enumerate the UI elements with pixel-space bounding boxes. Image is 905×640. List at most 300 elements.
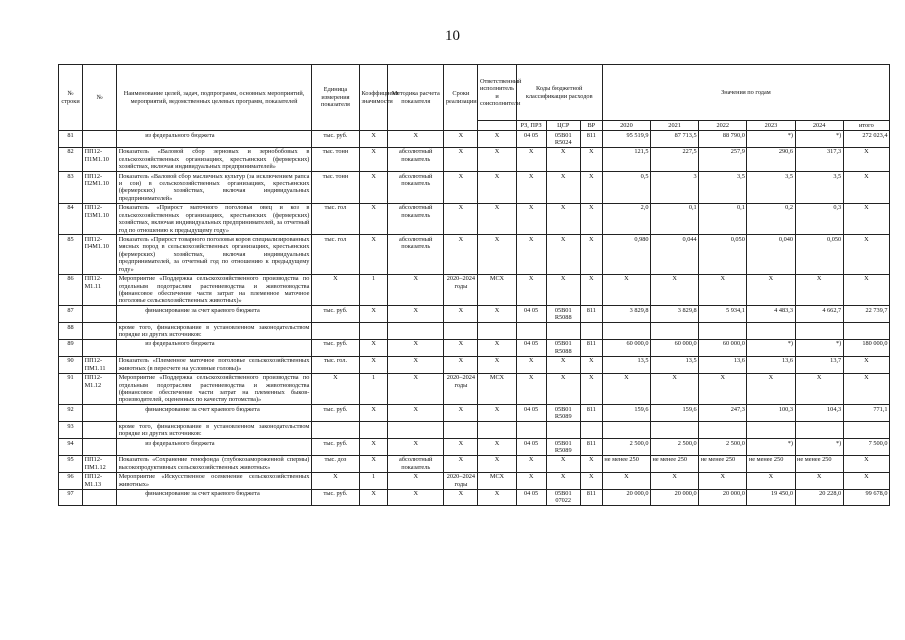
row-resp: X [478,306,516,323]
row-value-2020 [602,422,650,439]
row-rz-prz: X [516,172,546,204]
row-value-2021: 87 713,5 [651,131,699,148]
table-row [59,373,890,405]
row-name: Показатель «Валовой сбор зерновых и зернобобовых в сельскохозяйственных организациях, крестьянских (фермерских) хозяйствах, включая индивидуальных предпринимателей» [118,148,310,171]
row-method: X [388,274,444,306]
row-vr [580,323,602,340]
row-code: ПП12-П4М1.10 [83,235,117,274]
row-value-2022 [699,422,747,439]
row-number: 81 [59,131,83,148]
row-csr: X [546,203,580,235]
row-code [83,323,117,340]
row-code [83,339,117,356]
row-unit: тыс. руб. [311,439,359,456]
row-vr: X [580,472,602,489]
row-term: X [444,339,478,356]
row-vr: X [580,235,602,274]
table-row [59,339,890,356]
row-unit: тыс. гол. [311,356,359,373]
row-value-2020: 60 000,0 [602,339,650,356]
row-total: 7 500,0 [843,439,889,456]
row-term: 2020–2024 годы [444,472,478,489]
table-row [59,489,890,506]
table-row [59,274,890,306]
row-value-2022: 88 790,0 [699,131,747,148]
row-csr: X [546,472,580,489]
header-method: Методика расчета показателя [388,65,444,131]
header-rz-prz: РЗ, ПРЗ [516,121,546,131]
row-value-2023: 100,3 [747,405,795,422]
row-value-2024: *) [795,131,843,148]
row-rz-prz: X [516,373,546,405]
row-value-2024: 104,3 [795,405,843,422]
row-rz-prz: 04 05 [516,131,546,148]
row-value-2022: не менее 250 [699,455,747,472]
row-csr: 05В01 07022 [546,489,580,506]
row-coef: 1 [360,373,388,405]
row-value-2023: *) [747,439,795,456]
row-number: 90 [59,356,83,373]
row-value-2023: 13,6 [747,356,795,373]
row-value-2024: 4 662,7 [795,306,843,323]
row-total: 272 023,4 [843,131,889,148]
row-value-2023: X [747,472,795,489]
row-number: 93 [59,422,83,439]
table-row [59,203,890,235]
row-csr: 05В01 R5088 [546,306,580,323]
row-value-2023: 290,6 [747,147,795,171]
row-total: X [843,373,889,405]
row-csr [546,422,580,439]
row-value-2022 [699,323,747,340]
row-coef: 1 [360,274,388,306]
row-csr: X [546,235,580,274]
row-resp: X [478,405,516,422]
row-coef: X [360,131,388,148]
row-resp: МСХ [478,373,516,405]
row-value-2020: 20 000,0 [602,489,650,506]
row-vr: X [580,274,602,306]
row-method: X [388,472,444,489]
row-total: 180 000,0 [843,339,889,356]
row-csr: X [546,274,580,306]
header-budget-codes: Коды бюджетной классификации расходов [516,65,602,121]
row-value-2023: 3,5 [747,172,795,204]
row-code: ПП12-П1М1.10 [83,147,117,171]
row-rz-prz: 04 05 [516,306,546,323]
row-number: 82 [59,147,83,171]
row-value-2022: 2 500,0 [699,439,747,456]
row-vr: X [580,373,602,405]
row-unit: тыс. руб. [311,306,359,323]
row-value-2020: X [602,373,650,405]
row-method: X [388,405,444,422]
header-total: итого [843,121,889,131]
row-vr [580,422,602,439]
row-coef: X [360,172,388,204]
row-value-2024 [795,323,843,340]
row-number: 85 [59,235,83,274]
row-total: X [843,235,889,274]
row-total [843,422,889,439]
row-number: 83 [59,172,83,204]
row-term: X [444,405,478,422]
row-value-2021: 2 500,0 [651,439,699,456]
row-method: X [388,339,444,356]
row-code: ПП12-М1.13 [83,472,117,489]
row-value-2022: 13,6 [699,356,747,373]
row-rz-prz [516,422,546,439]
row-value-2024: не менее 250 [795,455,843,472]
row-vr: 811 [580,339,602,356]
row-value-2024: X [795,373,843,405]
row-vr: X [580,147,602,171]
row-unit: X [311,472,359,489]
row-unit [311,422,359,439]
row-value-2024: 13,7 [795,356,843,373]
row-value-2022: X [699,274,747,306]
header-resp: Ответственный исполнитель и соисполнители [478,65,516,121]
header-code: № [83,65,117,131]
row-vr: X [580,172,602,204]
table-row [59,472,890,489]
row-rz-prz: X [516,203,546,235]
row-value-2020: 121,5 [602,147,650,171]
row-resp: X [478,147,516,171]
row-vr: 811 [580,131,602,148]
row-coef [360,323,388,340]
row-method: X [388,489,444,506]
row-value-2023: не менее 250 [747,455,795,472]
row-code [83,439,117,456]
row-value-2021: X [651,472,699,489]
row-value-2021: 227,5 [651,147,699,171]
row-code [83,405,117,422]
row-csr: X [546,172,580,204]
row-number: 87 [59,306,83,323]
row-coef: X [360,339,388,356]
header-row-no: № строки [59,65,83,131]
row-name: Мероприятие «Поддержка сельскохозяйственного производства по отдельным подотраслям растениеводства и животноводства (финансовое обеспечение части затрат на племенное маточное поголовье сельскохозяйственных животных)» [118,275,310,305]
header-year-2022: 2022 [699,121,747,131]
row-resp: X [478,339,516,356]
row-value-2020 [602,323,650,340]
row-term: X [444,235,478,274]
header-coef: Коэффициент значимости [360,65,388,131]
row-value-2022: 20 000,0 [699,489,747,506]
row-term: X [444,356,478,373]
row-name: Показатель «Валовой сбор масличных культур (за исключением рапса и сои) в сельскохозяйственных организациях, крестьянских (фермерских) хозяйствах, включая индивидуальных предпринимателей» [118,172,310,202]
row-name: Показатель «Сохранение генофонда (глубокозамороженной спермы) высокопродуктивных сельскохозяйственных животных» [118,456,310,471]
row-coef: 1 [360,472,388,489]
row-value-2020: 0,5 [602,172,650,204]
row-value-2022: 257,9 [699,147,747,171]
row-number: 88 [59,323,83,340]
row-value-2021: 3 [651,172,699,204]
row-unit: X [311,274,359,306]
row-total: X [843,472,889,489]
row-value-2022: 0,050 [699,235,747,274]
row-vr: X [580,356,602,373]
row-value-2024: *) [795,339,843,356]
row-csr: 05В01 R5088 [546,339,580,356]
header-year-2024: 2024 [795,121,843,131]
row-code [83,489,117,506]
row-value-2020: 159,6 [602,405,650,422]
header-csr: ЦСР [546,121,580,131]
row-coef: X [360,439,388,456]
row-value-2020: 0,980 [602,235,650,274]
header-year-2021: 2021 [651,121,699,131]
row-code: ПП12-ПМ1.11 [83,356,117,373]
row-number: 96 [59,472,83,489]
row-total: 99 678,0 [843,489,889,506]
row-coef: X [360,455,388,472]
row-coef: X [360,235,388,274]
row-rz-prz: X [516,147,546,171]
header-year-2020: 2020 [602,121,650,131]
row-method: X [388,373,444,405]
row-term: X [444,172,478,204]
row-name: Мероприятие «Искусственное осеменение сельскохозяйственных животных» [118,473,310,488]
row-resp: X [478,203,516,235]
row-name: кроме того, финансирование в установленном законодательством порядке из других источников: [118,422,310,438]
header-name: Наименование целей, задач, подпрограмм, основных мероприятий, мероприятий, ведомственных целевых программ, показателей [117,65,312,131]
row-value-2023: 0,040 [747,235,795,274]
row-value-2020: 2,0 [602,203,650,235]
row-value-2024: 20 228,0 [795,489,843,506]
row-coef: X [360,203,388,235]
row-unit: X [311,373,359,405]
row-unit: тыс. тонн [311,172,359,204]
row-term: X [444,306,478,323]
row-rz-prz: X [516,274,546,306]
row-code: ПП12-М1.11 [83,274,117,306]
table-row [59,323,890,340]
row-value-2023: *) [747,131,795,148]
row-unit: тыс. доз [311,455,359,472]
row-resp: МСХ [478,472,516,489]
row-unit: тыс. руб. [311,131,359,148]
row-coef: X [360,147,388,171]
header-values-by-year: Значения по годам [602,65,889,121]
row-total: X [843,274,889,306]
row-number: 84 [59,203,83,235]
row-term: X [444,489,478,506]
row-term: 2020–2024 годы [444,373,478,405]
row-number: 94 [59,439,83,456]
row-resp: МСХ [478,274,516,306]
row-rz-prz: X [516,356,546,373]
row-value-2021 [651,323,699,340]
row-unit: тыс. руб. [311,339,359,356]
row-name: Показатель «Прирост маточного поголовья овец и коз в сельскохозяйственных организациях, крестьянских (фермерских) хозяйствах, включая индивидуальных предпринимателей, за отчетный год по отношению к предыдущему году» [118,204,310,234]
row-value-2020: не менее 250 [602,455,650,472]
row-value-2021 [651,422,699,439]
row-resp: X [478,131,516,148]
row-value-2024: 0,050 [795,235,843,274]
row-csr: X [546,147,580,171]
row-name: Показатель «Прирост товарного поголовья коров специализированных мясных пород в сельскохозяйственных организациях, крестьянских (фермерских) хозяйствах, включая индивидуальных предпринимателей, за отчетный год по отношению к предыдущему году» [118,235,310,273]
row-vr: 811 [580,439,602,456]
row-name: из федерального бюджета [117,131,312,148]
row-total: X [843,203,889,235]
row-value-2022: X [699,472,747,489]
row-vr: X [580,455,602,472]
row-rz-prz: 04 05 [516,489,546,506]
row-vr: 811 [580,405,602,422]
row-code: ПП12-М1.12 [83,373,117,405]
row-code [83,306,117,323]
table-row [59,422,890,439]
row-name: кроме того, финансирование в установленном законодательством порядке из других источников: [118,323,310,339]
row-coef [360,422,388,439]
row-term: X [444,131,478,148]
row-unit: тыс. руб. [311,405,359,422]
row-value-2023 [747,422,795,439]
row-resp: X [478,489,516,506]
header-year-2023: 2023 [747,121,795,131]
row-resp [478,422,516,439]
row-resp: X [478,235,516,274]
row-method: X [388,131,444,148]
table-row [59,172,890,204]
row-term [444,323,478,340]
table-row [59,147,890,171]
row-name: из федерального бюджета [117,339,312,356]
table-row [59,306,890,323]
row-value-2021: X [651,274,699,306]
row-total [843,323,889,340]
row-method: X [388,439,444,456]
row-method [388,422,444,439]
row-unit [311,323,359,340]
row-coef: X [360,489,388,506]
row-unit: тыс. руб. [311,489,359,506]
row-resp [478,323,516,340]
row-value-2021: 3 829,8 [651,306,699,323]
row-value-2023: *) [747,339,795,356]
header-unit: Единица измерения показателя [311,65,359,131]
row-resp: X [478,439,516,456]
row-value-2022: 60 000,0 [699,339,747,356]
row-value-2023: 4 483,3 [747,306,795,323]
row-value-2024: X [795,472,843,489]
row-coef: X [360,356,388,373]
table-row [59,131,890,148]
row-rz-prz [516,323,546,340]
row-resp: X [478,356,516,373]
row-method: X [388,306,444,323]
row-csr: 05В01 R5024 [546,131,580,148]
row-number: 97 [59,489,83,506]
row-name: финансирование за счет краевого бюджета [117,489,312,506]
table-row [59,235,890,274]
row-value-2020: X [602,274,650,306]
row-rz-prz: X [516,472,546,489]
row-value-2020: 13,5 [602,356,650,373]
row-code: ПП12-П2М1.10 [83,172,117,204]
row-coef: X [360,306,388,323]
row-method: абсолютный показатель [388,147,444,171]
row-code [83,422,117,439]
row-method [388,323,444,340]
row-total: X [843,172,889,204]
row-csr: X [546,455,580,472]
row-value-2024: 317,3 [795,147,843,171]
row-total: X [843,356,889,373]
row-vr: 811 [580,306,602,323]
row-rz-prz: 04 05 [516,339,546,356]
row-unit: тыс. гол [311,203,359,235]
row-rz-prz: X [516,235,546,274]
row-total: 771,1 [843,405,889,422]
row-number: 95 [59,455,83,472]
row-value-2021: 159,6 [651,405,699,422]
row-rz-prz: X [516,455,546,472]
row-unit: тыс. тонн [311,147,359,171]
table-body [59,131,890,506]
row-name: Показатель «Племенное маточное поголовье сельскохозяйственных животных (в пересчете на условные головы)» [118,357,310,372]
row-rz-prz: 04 05 [516,405,546,422]
row-method: абсолютный показатель [388,172,444,204]
row-value-2023: 0,2 [747,203,795,235]
row-total: 22 739,7 [843,306,889,323]
row-value-2024: X [795,274,843,306]
row-method: абсолютный показатель [388,455,444,472]
row-number: 92 [59,405,83,422]
row-value-2024: *) [795,439,843,456]
table-row [59,439,890,456]
table-row [59,356,890,373]
row-code: ПП12-П3М1.10 [83,203,117,235]
row-value-2022: 247,3 [699,405,747,422]
page-number: 10 [445,28,460,44]
row-code [83,131,117,148]
row-csr: X [546,356,580,373]
row-term: X [444,455,478,472]
row-term: 2020–2024 годы [444,274,478,306]
row-value-2023 [747,323,795,340]
row-total: X [843,455,889,472]
table-row [59,455,890,472]
row-value-2024: 0,3 [795,203,843,235]
header-resp-cont [478,121,516,131]
row-method: абсолютный показатель [388,203,444,235]
row-resp: X [478,172,516,204]
row-term: X [444,203,478,235]
row-unit: тыс. гол [311,235,359,274]
row-name: из федерального бюджета [117,439,312,456]
table-row [59,405,890,422]
row-value-2021: 0,1 [651,203,699,235]
row-value-2021: 13,5 [651,356,699,373]
row-csr: 05В01 R5089 [546,439,580,456]
row-value-2020: 95 519,9 [602,131,650,148]
row-number: 86 [59,274,83,306]
row-csr: X [546,373,580,405]
row-code: ПП12-ПМ1.12 [83,455,117,472]
row-name: финансирование за счет краевого бюджета [117,306,312,323]
row-method: абсолютный показатель [388,235,444,274]
row-value-2021: 20 000,0 [651,489,699,506]
row-rz-prz: 04 05 [516,439,546,456]
row-number: 91 [59,373,83,405]
row-name: финансирование за счет краевого бюджета [117,405,312,422]
row-vr: 811 [580,489,602,506]
row-total: X [843,147,889,171]
row-csr: 05В01 R5089 [546,405,580,422]
